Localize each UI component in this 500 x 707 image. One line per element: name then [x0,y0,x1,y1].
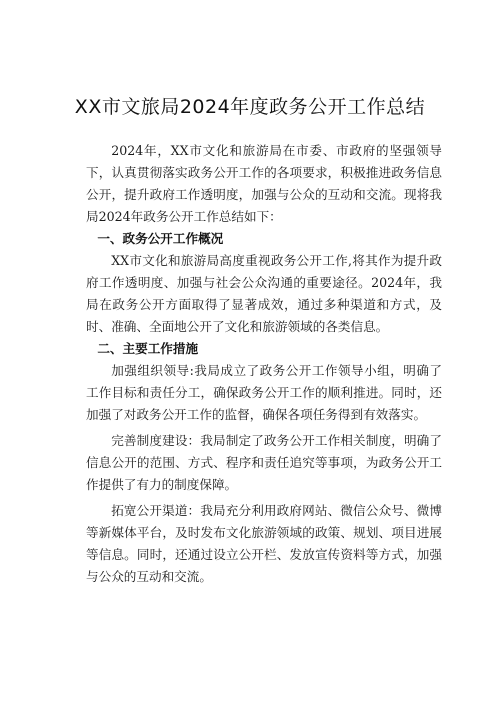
measure-paragraph-channels: 拓宽公开渠道：我局充分利用政府网站、微信公众号、微博等新媒体平台，及时发布文化旅游领域的政策、规划、项目进展等信息。同时，还通过设立公开栏、发放宣传资料等方式，加强与公众的互动和交流。 [86,503,442,584]
section-heading-measures: 二、主要工作措施 [97,341,199,356]
measure-paragraph-system: 完善制度建设：我局制定了政务公开工作相关制度，明确了信息公开的范围、方式、程序和责任追究等事项，为政务公开工作提供了有力的制度保障。 [86,433,442,492]
intro-paragraph: 2024年，XX市文化和旅游局在市委、市政府的坚强领导下，认真贯彻落实政务公开工作的各项要求，积极推进政务信息公开，提升政府工作透明度，加强与公众的互动和交流。现将我局2024年政务公开工作总结如下： [86,143,442,224]
section-overview-paragraph: XX市文化和旅游局高度重视政务公开工作,将其作为提升政府工作透明度、加强与社会公众沟通的重要途径。2024年，我局在政务公开方面取得了显著成效，通过多种渠道和方式，及时、准确、全面地公开了文化和旅游领域的各类信息。 [86,253,442,334]
measure-paragraph-organization: 加强组织领导:我局成立了政务公开工作领导小组，明确了工作目标和责任分工，确保政务公开工作的顺利推进。同时，还加强了对政务公开工作的监督，确保各项任务得到有效落实。 [86,363,442,422]
section-heading-overview: 一、政务公开工作概况 [97,231,224,246]
document-body [86,140,442,588]
document-title: XX市文旅局2024年度政务公开工作总结 [74,96,426,118]
